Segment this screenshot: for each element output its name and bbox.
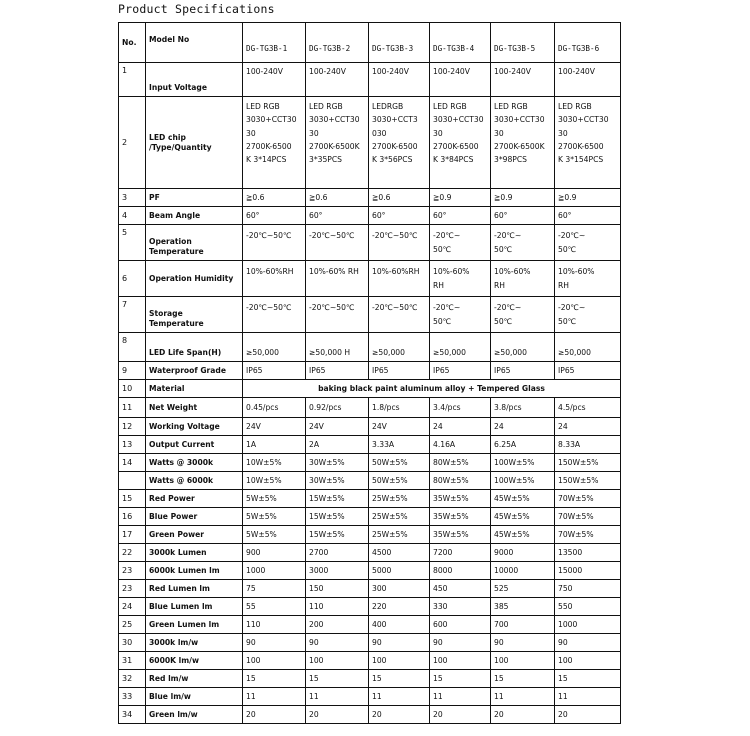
spec-value: 100-240V (243, 63, 306, 97)
row-label: Net Weight (146, 398, 243, 418)
table-row (119, 508, 621, 526)
header-model-3: DG-TG3B-3 (369, 23, 430, 63)
table-row (119, 63, 621, 97)
spec-value: 3.33A (369, 436, 430, 454)
spec-value: 20 (555, 706, 621, 724)
spec-value: -20℃~50℃ (243, 297, 306, 333)
spec-value: 13500 (555, 544, 621, 562)
spec-value: 10%-60% RH (430, 261, 491, 297)
spec-value: 400 (369, 616, 430, 634)
spec-value: 10%-60%RH (369, 261, 430, 297)
spec-value: -20℃~50℃ (306, 297, 369, 333)
spec-value: 9000 (491, 544, 555, 562)
spec-value: 100 (369, 652, 430, 670)
spec-value: ≥50,000 (243, 333, 306, 362)
spec-value: 3000 (306, 562, 369, 580)
spec-value: ≧0.9 (430, 189, 491, 207)
spec-value: 24V (306, 418, 369, 436)
row-number: 23 (119, 562, 146, 580)
spec-value: 60° (491, 207, 555, 225)
spec-value: 15W±5% (306, 526, 369, 544)
spec-value: 100 (306, 652, 369, 670)
row-label: Blue Power (146, 508, 243, 526)
spec-value: 24 (430, 418, 491, 436)
spec-value: 100-240V (369, 63, 430, 97)
spec-value: ≥50,000 (491, 333, 555, 362)
spec-value: 90 (430, 634, 491, 652)
spec-value: 11 (306, 688, 369, 706)
spec-value: 5W±5% (243, 490, 306, 508)
table-row (119, 454, 621, 472)
spec-value: 35W±5% (430, 490, 491, 508)
row-label: Waterproof Grade (146, 362, 243, 380)
spec-value: 35W±5% (430, 526, 491, 544)
row-number: 17 (119, 526, 146, 544)
spec-value: 70W±5% (555, 526, 621, 544)
spec-value: 15 (243, 670, 306, 688)
spec-value: 10W±5% (243, 472, 306, 490)
spec-value: 30W±5% (306, 472, 369, 490)
header-model-1: DG-TG3B-1 (243, 23, 306, 63)
row-number: 4 (119, 207, 146, 225)
spec-value: 900 (243, 544, 306, 562)
spec-value: 24 (491, 418, 555, 436)
spec-value: 10000 (491, 562, 555, 580)
spec-value: 100-240V (555, 63, 621, 97)
row-number: 24 (119, 598, 146, 616)
table-row (119, 526, 621, 544)
spec-value: 10%-60% RH (491, 261, 555, 297)
row-label: 6000k Lumen lm (146, 562, 243, 580)
spec-value: -20℃~ 50℃ (430, 225, 491, 261)
row-label: Watts @ 6000k (146, 472, 243, 490)
spec-value: IP65 (369, 362, 430, 380)
row-label: Operation Humidity (146, 261, 243, 297)
row-number: 7 (119, 297, 146, 333)
row-label: Green Power (146, 526, 243, 544)
row-label: PF (146, 189, 243, 207)
spec-value: 15W±5% (306, 490, 369, 508)
spec-value: -20℃~ 50℃ (430, 297, 491, 333)
spec-value: 75 (243, 580, 306, 598)
table-row (119, 436, 621, 454)
row-label: Material (146, 380, 243, 398)
row-number: 32 (119, 670, 146, 688)
spec-value: ≧0.9 (491, 189, 555, 207)
spec-value: 6.25A (491, 436, 555, 454)
spec-value: 50W±5% (369, 454, 430, 472)
table-row (119, 580, 621, 598)
spec-value: 10%-60%RH (243, 261, 306, 297)
table-row (119, 398, 621, 418)
table-row (119, 670, 621, 688)
spec-value: 2700 (306, 544, 369, 562)
row-number: 6 (119, 261, 146, 297)
header-model-2: DG-TG3B-2 (306, 23, 369, 63)
row-label: Input Voltage (146, 63, 243, 97)
table-row (119, 652, 621, 670)
spec-value: 11 (243, 688, 306, 706)
row-label: Storage Temperature (146, 297, 243, 333)
spec-value: 20 (491, 706, 555, 724)
spec-value: 10W±5% (243, 454, 306, 472)
spec-value: -20℃~ 50℃ (555, 297, 621, 333)
spec-value: LED RGB 3030+CCT30 30 2700K-6500K 3*35PCS (306, 97, 369, 189)
row-number: 25 (119, 616, 146, 634)
spec-value: 60° (369, 207, 430, 225)
spec-value: ≧0.6 (243, 189, 306, 207)
material-value: baking black paint aluminum alloy + Tempered Glass (243, 380, 621, 398)
spec-value: 110 (306, 598, 369, 616)
spec-value: ≥50,000 H (306, 333, 369, 362)
spec-value: LED RGB 3030+CCT30 30 2700K-6500 K 3*84PCS (430, 97, 491, 189)
table-row (119, 688, 621, 706)
spec-value: 100 (243, 652, 306, 670)
spec-value: 100 (555, 652, 621, 670)
row-label: LED Life Span(H) (146, 333, 243, 362)
row-label: 6000K lm/w (146, 652, 243, 670)
spec-value: 525 (491, 580, 555, 598)
spec-value: 1000 (243, 562, 306, 580)
spec-value: 15 (491, 670, 555, 688)
row-number: 5 (119, 225, 146, 261)
header-model-5: DG-TG3B-5 (491, 23, 555, 63)
spec-value: 30W±5% (306, 454, 369, 472)
row-label: Red lm/w (146, 670, 243, 688)
spec-value: -20℃~50℃ (369, 225, 430, 261)
spec-value: 100W±5% (491, 472, 555, 490)
row-label: Blue lm/w (146, 688, 243, 706)
spec-value: 90 (243, 634, 306, 652)
row-number: 8 (119, 333, 146, 362)
row-label: Watts @ 3000k (146, 454, 243, 472)
row-number: 14 (119, 454, 146, 472)
table-row (119, 562, 621, 580)
spec-value: ≧0.6 (369, 189, 430, 207)
spec-value: LED RGB 3030+CCT30 30 2700K-6500 K 3*14PCS (243, 97, 306, 189)
spec-value: 3.8/pcs (491, 398, 555, 418)
spec-value: 100-240V (306, 63, 369, 97)
spec-value: ≧0.6 (306, 189, 369, 207)
spec-value: 80W±5% (430, 472, 491, 490)
row-label: Red Lumen lm (146, 580, 243, 598)
row-label: Green lm/w (146, 706, 243, 724)
spec-value: 5W±5% (243, 508, 306, 526)
row-label: Blue Lumen lm (146, 598, 243, 616)
header-no: No. (119, 23, 146, 63)
spec-value: 10%-60% RH (306, 261, 369, 297)
spec-value: 60° (243, 207, 306, 225)
row-number: 34 (119, 706, 146, 724)
spec-value: 24V (369, 418, 430, 436)
spec-value: 20 (306, 706, 369, 724)
row-label: Operation Temperature (146, 225, 243, 261)
spec-value: IP65 (306, 362, 369, 380)
spec-value: 70W±5% (555, 508, 621, 526)
spec-value: 330 (430, 598, 491, 616)
page-title: Product Specifications (118, 2, 275, 16)
header-row (119, 23, 621, 63)
spec-value: 11 (369, 688, 430, 706)
row-label: Beam Angle (146, 207, 243, 225)
header-model-6: DG-TG3B-6 (555, 23, 621, 63)
spec-value: 100 (491, 652, 555, 670)
spec-value: 385 (491, 598, 555, 616)
spec-value: 90 (306, 634, 369, 652)
spec-value: 150W±5% (555, 454, 621, 472)
spec-value: 0.45/pcs (243, 398, 306, 418)
spec-value: 1000 (555, 616, 621, 634)
spec-value: 24V (243, 418, 306, 436)
row-number: 10 (119, 380, 146, 398)
spec-value: -20℃~ 50℃ (491, 297, 555, 333)
table-row (119, 189, 621, 207)
spec-value: 220 (369, 598, 430, 616)
header-model-4: DG-TG3B-4 (430, 23, 491, 63)
spec-value: 15 (306, 670, 369, 688)
table-row (119, 544, 621, 562)
row-number: 2 (119, 97, 146, 189)
spec-value: 60° (555, 207, 621, 225)
spec-value: 1A (243, 436, 306, 454)
spec-value: 550 (555, 598, 621, 616)
spec-value: 20 (243, 706, 306, 724)
table-row (119, 490, 621, 508)
spec-value: 90 (491, 634, 555, 652)
row-label: Working Voltage (146, 418, 243, 436)
row-number: 31 (119, 652, 146, 670)
spec-value: 25W±5% (369, 526, 430, 544)
spec-value: ≧0.9 (555, 189, 621, 207)
spec-value: 15000 (555, 562, 621, 580)
spec-value: 600 (430, 616, 491, 634)
spec-value: 1.8/pcs (369, 398, 430, 418)
row-label: Red Power (146, 490, 243, 508)
table-row (119, 598, 621, 616)
spec-value: -20℃~50℃ (306, 225, 369, 261)
row-label: LED chip /Type/Quantity (146, 97, 243, 189)
spec-value: 100-240V (430, 63, 491, 97)
spec-value: 11 (555, 688, 621, 706)
header-model-label: Model No (146, 23, 243, 63)
spec-value: 5W±5% (243, 526, 306, 544)
spec-value: 750 (555, 580, 621, 598)
spec-value: 15 (430, 670, 491, 688)
spec-value: 80W±5% (430, 454, 491, 472)
spec-value: 100-240V (491, 63, 555, 97)
spec-value: 50W±5% (369, 472, 430, 490)
spec-value: 4.16A (430, 436, 491, 454)
spec-value: 60° (430, 207, 491, 225)
spec-value: 7200 (430, 544, 491, 562)
table-row (119, 333, 621, 362)
spec-value: 150 (306, 580, 369, 598)
spec-value: 45W±5% (491, 526, 555, 544)
spec-value: 20 (369, 706, 430, 724)
spec-value: 11 (491, 688, 555, 706)
spec-value: 10%-60% RH (555, 261, 621, 297)
spec-value: ≥50,000 (555, 333, 621, 362)
spec-value: ≥50,000 (369, 333, 430, 362)
spec-value: 450 (430, 580, 491, 598)
table-row (119, 418, 621, 436)
table-row (119, 207, 621, 225)
spec-value: 100W±5% (491, 454, 555, 472)
spec-value: 2A (306, 436, 369, 454)
row-number: 22 (119, 544, 146, 562)
spec-value: -20℃~ 50℃ (555, 225, 621, 261)
row-number: 23 (119, 580, 146, 598)
spec-value: LED RGB 3030+CCT30 30 2700K-6500K 3*98PCS (491, 97, 555, 189)
spec-value: 70W±5% (555, 490, 621, 508)
row-number: 9 (119, 362, 146, 380)
row-number (119, 472, 146, 490)
spec-value: 200 (306, 616, 369, 634)
spec-value: -20℃~50℃ (369, 297, 430, 333)
spec-value: 90 (369, 634, 430, 652)
spec-value: -20℃~50℃ (243, 225, 306, 261)
spec-value: 60° (306, 207, 369, 225)
row-number: 13 (119, 436, 146, 454)
spec-value: 55 (243, 598, 306, 616)
row-number: 15 (119, 490, 146, 508)
table-row (119, 472, 621, 490)
spec-value: 90 (555, 634, 621, 652)
row-number: 12 (119, 418, 146, 436)
table-row (119, 362, 621, 380)
table-row (119, 634, 621, 652)
spec-value: 0.92/pcs (306, 398, 369, 418)
spec-value: ≥50,000 (430, 333, 491, 362)
spec-value: 110 (243, 616, 306, 634)
spec-table (118, 22, 621, 724)
spec-value: 4.5/pcs (555, 398, 621, 418)
spec-value: 15 (369, 670, 430, 688)
table-row (119, 297, 621, 333)
row-number: 1 (119, 63, 146, 97)
table-row (119, 706, 621, 724)
spec-value: LED RGB 3030+CCT30 30 2700K-6500 K 3*154PCS (555, 97, 621, 189)
row-label: 3000k lm/w (146, 634, 243, 652)
spec-value: 20 (430, 706, 491, 724)
spec-value: 35W±5% (430, 508, 491, 526)
spec-value: 100 (430, 652, 491, 670)
spec-value: LEDRGB 3030+CCT3 030 2700K-6500 K 3*56PCS (369, 97, 430, 189)
spec-value: 45W±5% (491, 508, 555, 526)
spec-value: 15W±5% (306, 508, 369, 526)
spec-value: IP65 (555, 362, 621, 380)
spec-value: 150W±5% (555, 472, 621, 490)
spec-value: 8.33A (555, 436, 621, 454)
row-number: 11 (119, 398, 146, 418)
spec-value: 4500 (369, 544, 430, 562)
spec-value: 11 (430, 688, 491, 706)
row-number: 33 (119, 688, 146, 706)
row-number: 3 (119, 189, 146, 207)
row-number: 30 (119, 634, 146, 652)
table-row (119, 380, 621, 398)
spec-value: 8000 (430, 562, 491, 580)
spec-value: 5000 (369, 562, 430, 580)
spec-value: IP65 (243, 362, 306, 380)
spec-value: 3.4/pcs (430, 398, 491, 418)
table-row (119, 261, 621, 297)
table-row (119, 225, 621, 261)
table-row (119, 616, 621, 634)
spec-value: 45W±5% (491, 490, 555, 508)
table-row (119, 97, 621, 189)
row-label: 3000k Lumen (146, 544, 243, 562)
spec-value: 25W±5% (369, 490, 430, 508)
row-label: Output Current (146, 436, 243, 454)
spec-value: -20℃~ 50℃ (491, 225, 555, 261)
spec-value: 700 (491, 616, 555, 634)
spec-value: 300 (369, 580, 430, 598)
spec-value: IP65 (430, 362, 491, 380)
spec-value: 24 (555, 418, 621, 436)
spec-value: 25W±5% (369, 508, 430, 526)
row-number: 16 (119, 508, 146, 526)
spec-value: IP65 (491, 362, 555, 380)
row-label: Green Lumen lm (146, 616, 243, 634)
spec-value: 15 (555, 670, 621, 688)
